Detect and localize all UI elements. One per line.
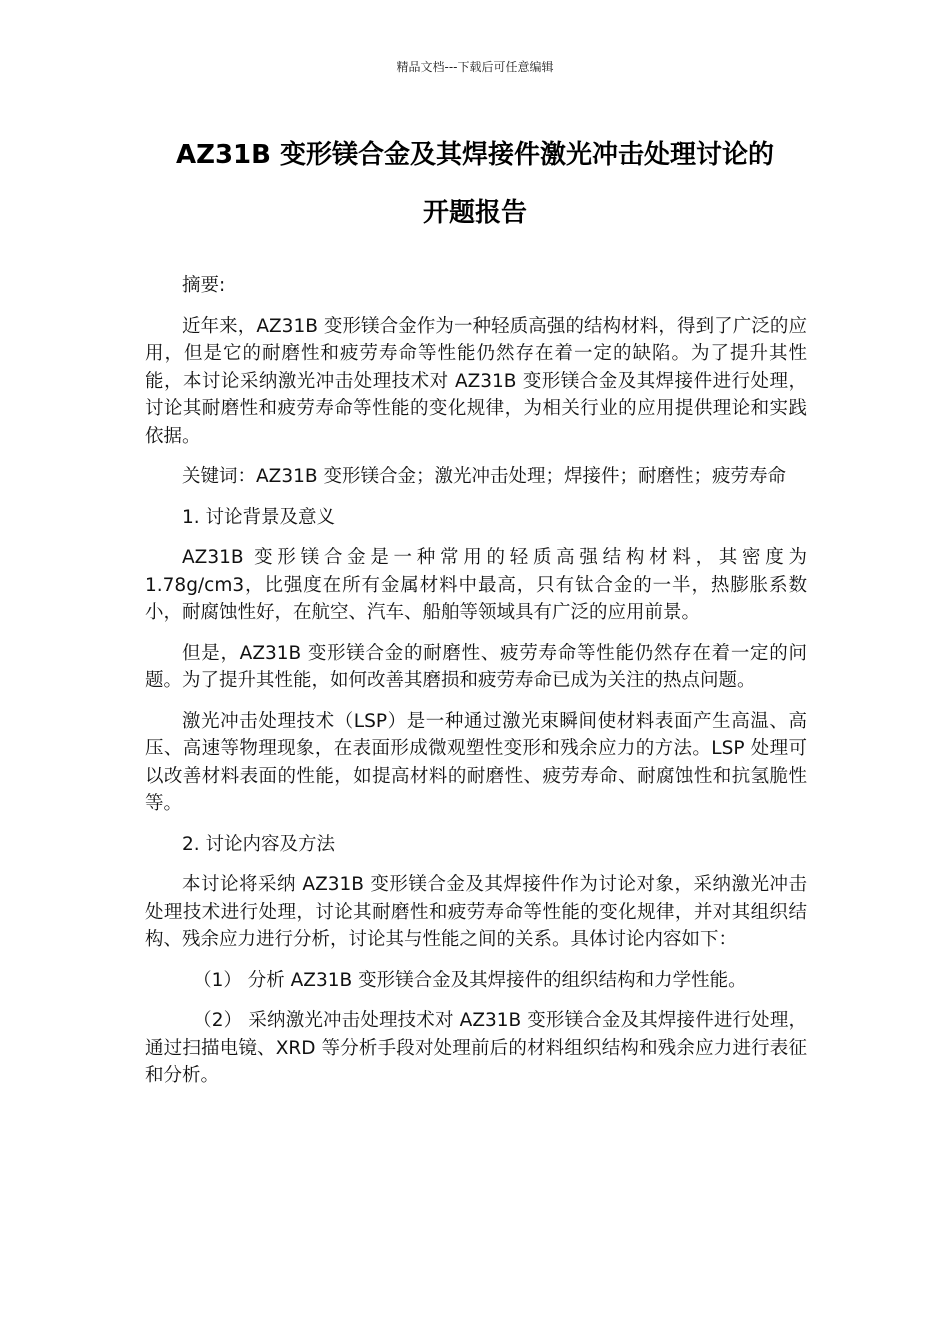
section-1-paragraph-2: 但是，AZ31B 变形镁合金的耐磨性、疲劳寿命等性能仍然存在着一定的问题。为了提升其性能，如何改善其磨损和疲劳寿命已成为关注的热点问题。	[145, 642, 807, 691]
document-body	[145, 272, 807, 1103]
section-2-paragraph-1: 本讨论将采纳 AZ31B 变形镁合金及其焊接件作为讨论对象，采纳激光冲击处理技术进行处理，讨论其耐磨性和疲劳寿命等性能的变化规律，并对其组织结构、残余应力进行分析，讨论其与性能之间的关系。具体讨论内容如下：	[145, 874, 807, 950]
section-2-heading: 2. 讨论内容及方法	[182, 833, 336, 855]
abstract-paragraph: 近年来，AZ31B 变形镁合金作为一种轻质高强的结构材料，得到了广泛的应用，但是它的耐磨性和疲劳寿命等性能仍然存在着一定的缺陷。为了提升其性能，本讨论采纳激光冲击处理技术对 AZ31B 变形镁合金及其焊接件进行处理，讨论其耐磨性和疲劳寿命等性能的变化规律，为相关行业的应用提供理论和实践依据。	[145, 315, 807, 447]
list-item-2: （2） 采纳激光冲击处理技术对 AZ31B 变形镁合金及其焊接件进行处理，通过扫描电镜、XRD 等分析手段对处理前后的材料组织结构和残余应力进行表征和分析。	[145, 1010, 807, 1086]
abstract-label: 摘要:	[182, 275, 226, 296]
header-note: 精品文档---下载后可任意编辑	[396, 60, 554, 74]
section-1-heading: 1. 讨论背景及意义	[182, 506, 336, 528]
title-line-2: 开题报告	[422, 198, 527, 228]
section-1-paragraph-3: 激光冲击处理技术（LSP）是一种通过激光束瞬间使材料表面产生高温、高压、高速等物理现象，在表面形成微观塑性变形和残余应力的方法。LSP 处理可以改善材料表面的性能，如提高材料的耐磨性、疲劳寿命、耐腐蚀性和抗氢脆性等。	[145, 710, 807, 814]
list-item-1: （1） 分析 AZ31B 变形镁合金及其焊接件的组织结构和力学性能。	[193, 969, 747, 991]
section-1-paragraph-1: AZ31B 变形镁合金是一种常用的轻质高强结构材料，其密度为 1.78g/cm3，比强度在所有金属材料中最高，只有钛合金的一半，热膨胀系数小，耐腐蚀性好，在航空、汽车、船舶等领域具有广泛的应用前景。	[145, 547, 807, 623]
keywords-paragraph: 关键词：AZ31B 变形镁合金；激光冲击处理；焊接件；耐磨性；疲劳寿命	[182, 466, 786, 487]
title-line-1: AZ31B 变形镁合金及其焊接件激光冲击处理讨论的	[175, 140, 775, 170]
